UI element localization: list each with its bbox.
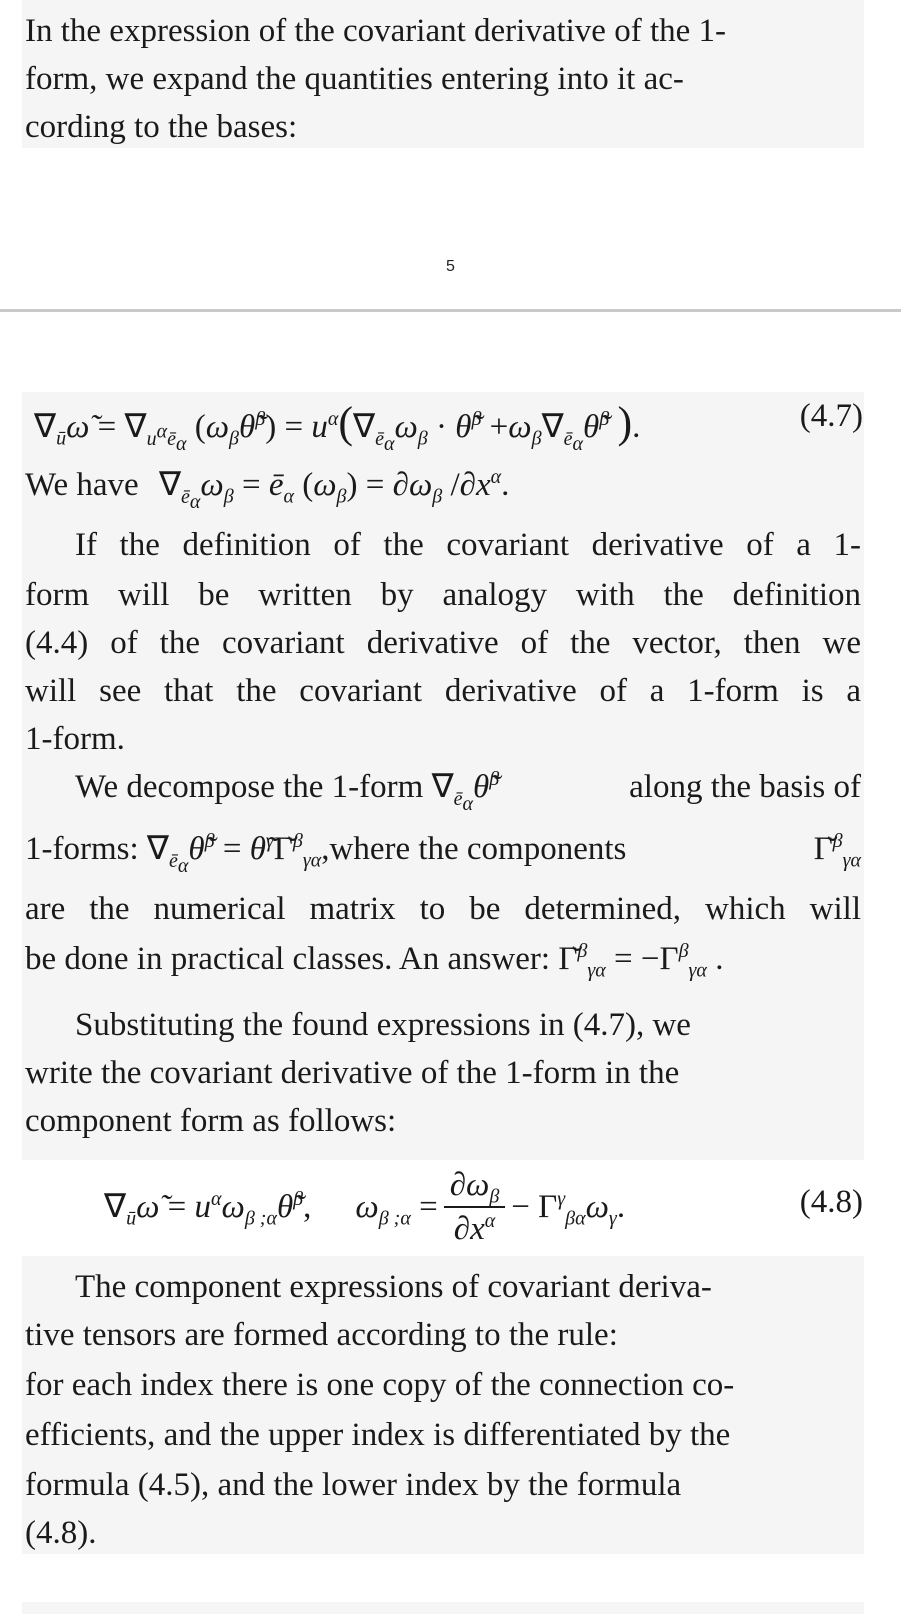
para4-line-2: tive tensors are formed according to the rule: bbox=[25, 1317, 618, 1353]
para2-line4-prefix: be done in practical classes. An answer: bbox=[25, 941, 551, 977]
para2-line-2: 1-forms: $\nabla_{ē_\alpha}\thetã^\beta$ = θ̃$^\gamma$Γ̆$^\beta_{\gamma\alpha}$,where the components Γ̆$^\beta_{\gamma\alpha}$ bbox=[25, 830, 861, 877]
para3-line-3: component form as follows: bbox=[25, 1103, 397, 1139]
page-number: 5 bbox=[446, 258, 455, 275]
para2-line2-prefix: 1-forms: bbox=[25, 831, 139, 867]
para2-line2-middle: ,where the components bbox=[321, 831, 627, 867]
para3-line-2: write the covariant derivative of the 1-form in the bbox=[25, 1055, 680, 1091]
para1-line-2: form will be written by analogy with the definition bbox=[25, 577, 861, 613]
para2-line1-prefix: We decompose the 1-form bbox=[75, 769, 424, 805]
equation-4-8-number: (4.8) bbox=[799, 1184, 863, 1220]
para3-line-1: Substituting the found expressions in (4.7), we bbox=[75, 1007, 691, 1043]
equation-4-8: $\nabla_ū\omegã$ = $u^\alpha\omega_{\beta ;\alpha}\thetã^\beta$, $\omega_{\beta ;\alpha}$ = $\frac{\partial\omega_\beta}{\partial x^\alpha}$ − $\Gamma^\gamma_{\beta\alpha}\omega_\gamma$. bbox=[104, 1162, 625, 1252]
para1-line-4: will see that the covariant derivative of a 1-form is a bbox=[25, 673, 861, 709]
para4-line-5: formula (4.5), and the lower index by the formula bbox=[25, 1467, 682, 1503]
para1-line-1: If the definition of the covariant derivative of a 1- bbox=[75, 527, 861, 563]
we-have-prefix: We have bbox=[25, 467, 139, 503]
para2-line-1: We decompose the 1-form $\nabla_{ē_\alpha}\thetã^\beta$ along the basis of bbox=[75, 762, 861, 812]
para2-line1-suffix: along the basis of bbox=[629, 769, 861, 805]
we-have-line: We have $\nabla_{ē_\alpha}\omega_\beta$ = $ē_\alpha$ $(\omega_\beta) = \partial\omega_\beta$ $/\partial x^\alpha$. bbox=[25, 466, 510, 513]
intro-line-1: In the expression of the covariant derivative of the 1- bbox=[25, 13, 726, 49]
para1-line-5: 1-form. bbox=[25, 721, 125, 757]
intro-line-2: form, we expand the quantities entering into it ac- bbox=[25, 61, 684, 97]
intro-line-3: cording to the bases: bbox=[25, 109, 298, 145]
para4-line-3: for each index there is one copy of the connection co- bbox=[25, 1367, 735, 1403]
para4-line-1: The component expressions of covariant deriva- bbox=[75, 1269, 712, 1305]
para1-line-3: (4.4) of the covariant derivative of the vector, then we bbox=[25, 625, 861, 661]
equation-4-7: $\nabla_ū\omegã = \nabla_{u^\alpha ē_\alpha}$ $(\omega_\beta\thetã^\beta) = u^\alpha(\nabla_{ē_\alpha}\omega_\beta$ · θ̃$^\beta$ $+\omega_\beta\nabla_{ē_\alpha}\thetã^\beta$ ). bbox=[34, 398, 641, 455]
para2-line-3: are the numerical matrix to be determined, which will bbox=[25, 891, 861, 927]
para4-line-6: (4.8). bbox=[25, 1515, 97, 1551]
page-top bbox=[0, 0, 901, 310]
para2-line-4: be done in practical classes. An answer: Γ̆$^\beta_{\gamma\alpha}$ = $-\Gamma^\beta_{\gamma\alpha}$ . bbox=[25, 940, 724, 982]
equation-4-7-number: (4.7) bbox=[799, 398, 863, 434]
para4-line-4: efficients, and the upper index is differentiated by the bbox=[25, 1417, 731, 1453]
text-block-next bbox=[22, 1602, 864, 1614]
we-have-suffix: . bbox=[501, 467, 510, 503]
